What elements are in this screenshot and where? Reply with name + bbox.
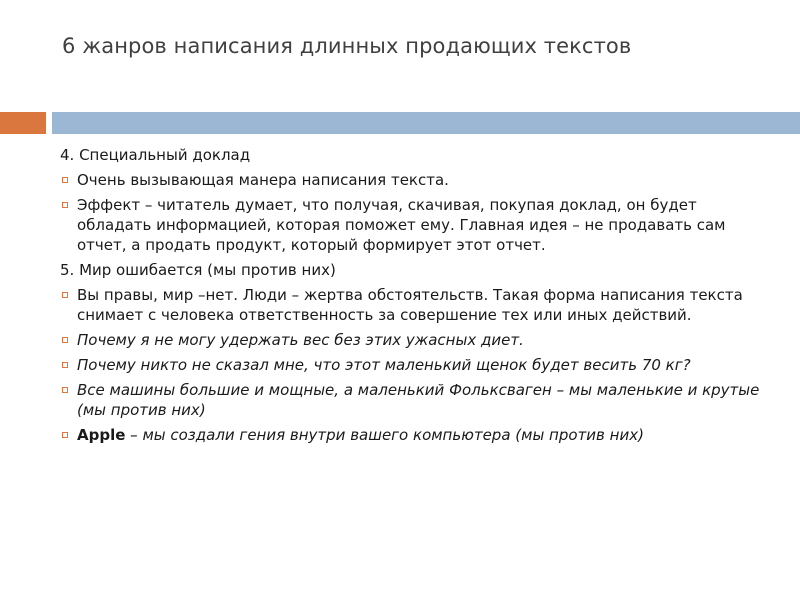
section-heading-5: 5. Мир ошибается (мы против них) <box>60 261 336 279</box>
accent-bar-blue <box>52 112 800 134</box>
list-item-text: Все машины большие и мощные, а маленький Фольксваген – мы маленькие и крутые (мы против них) <box>77 381 760 419</box>
list-item-text: Вы правы, мир –нет. Люди – жертва обстоятельств. Такая форма написания текста снимает с человека ответственность за совершение тех или иных действий. <box>77 286 743 324</box>
list-item-text: Почему я не могу удержать вес без этих ужасных диет. <box>77 331 524 349</box>
list-item-text: Почему никто не сказал мне, что этот маленький щенок будет весить 70 кг? <box>77 356 691 374</box>
slide-body <box>60 145 760 450</box>
slide-title: 6 жанров написания длинных продающих текстов <box>62 34 632 58</box>
section-heading-4: 4. Специальный доклад <box>60 146 251 164</box>
list-item <box>60 380 760 420</box>
list-item <box>60 285 760 325</box>
square-bullet-icon <box>62 292 68 298</box>
square-bullet-icon <box>62 362 68 368</box>
list-item <box>60 425 760 445</box>
square-bullet-icon <box>62 387 68 393</box>
accent-bar-orange <box>0 112 46 134</box>
list-item <box>60 330 760 350</box>
list-item-text: Эффект – читатель думает, что получая, скачивая, покупая доклад, он будет обладать информацией, которая поможет ему. Главная идея – не продавать сам отчет, а продать продукт, который формирует этот отчет. <box>77 196 726 254</box>
square-bullet-icon <box>62 337 68 343</box>
list-item <box>60 195 760 255</box>
list-item <box>60 355 760 375</box>
square-bullet-icon <box>62 432 68 438</box>
list-item-text: Очень вызывающая манера написания текста. <box>77 171 449 189</box>
list-item <box>60 170 760 190</box>
square-bullet-icon <box>62 177 68 183</box>
list-item-text: – мы создали гения внутри вашего компьютера (мы против них) <box>125 426 644 444</box>
brand-name: Apple <box>77 426 126 444</box>
square-bullet-icon <box>62 202 68 208</box>
